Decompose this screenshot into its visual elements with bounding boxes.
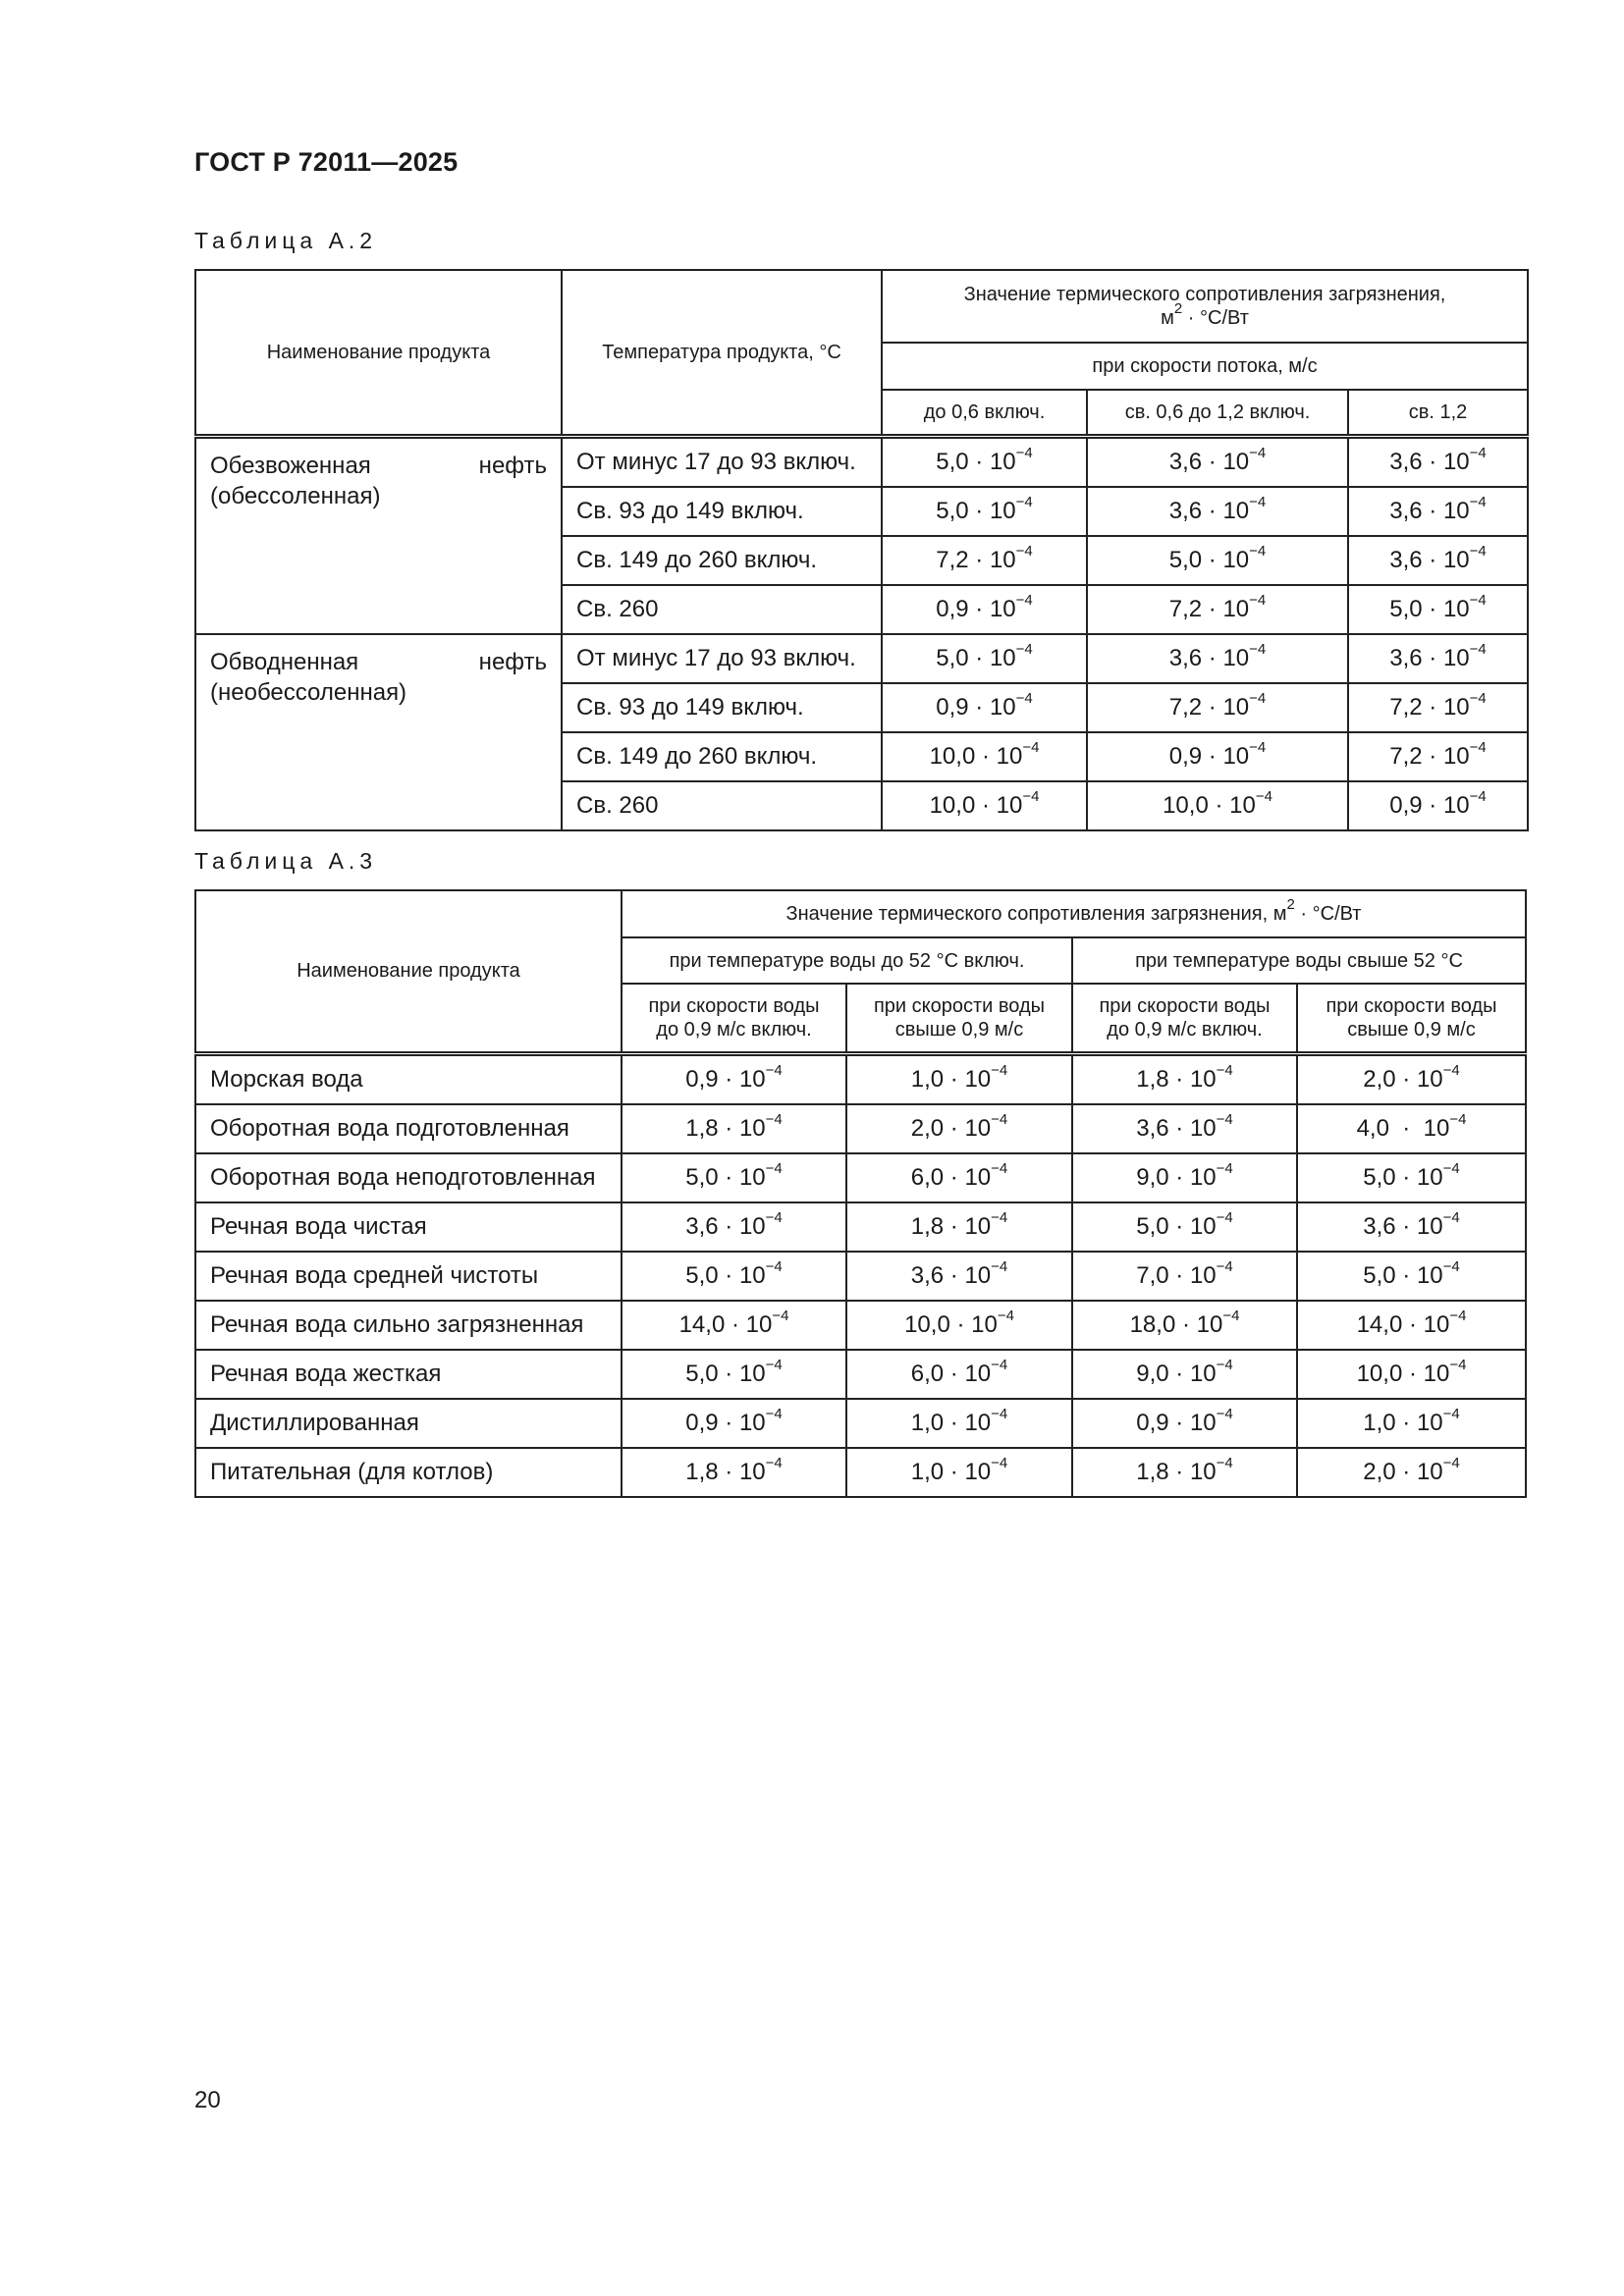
value-cell: $3,6 \cdot 10^{-4}$ xyxy=(1348,634,1528,683)
value-cell: $6,0 \cdot 10^{-4}$ xyxy=(846,1350,1072,1399)
value-cell: $3,6 \cdot 10^{-4}$ xyxy=(846,1252,1072,1301)
temperature-cell: Св. 93 до 149 включ. xyxy=(562,683,882,732)
value-cell: $7,2 \cdot 10^{-4}$ xyxy=(1348,732,1528,781)
table-a3-head-temp-low: при температуре воды до 52 °С включ. xyxy=(622,937,1072,984)
product-cell: Обезвоженная нефть (обессоленная) xyxy=(195,436,562,634)
value-cell: $5,0 \cdot 10^{-4}$ xyxy=(622,1252,846,1301)
value-cell: $3,6 \cdot 10^{-4}$ xyxy=(1087,634,1348,683)
value-cell: $3,6 \cdot 10^{-4}$ xyxy=(1297,1202,1526,1252)
water-type-cell: Оборотная вода подготовленная xyxy=(195,1104,622,1153)
value-cell: $1,8 \cdot 10^{-4}$ xyxy=(622,1448,846,1497)
water-type-cell: Питательная (для котлов) xyxy=(195,1448,622,1497)
value-cell: $1,0 \cdot 10^{-4}$ xyxy=(1297,1399,1526,1448)
table-row xyxy=(195,1448,1526,1497)
table-a2-head-col-3: св. 1,2 xyxy=(1348,390,1528,436)
value-cell: $7,2 \cdot 10^{-4}$ xyxy=(1087,683,1348,732)
table-row xyxy=(195,1350,1526,1399)
water-type-cell: Оборотная вода неподготовленная xyxy=(195,1153,622,1202)
table-a3-caption: Таблица А.3 xyxy=(194,848,378,874)
value-cell: $2,0 \cdot 10^{-4}$ xyxy=(846,1104,1072,1153)
temperature-cell: Св. 93 до 149 включ. xyxy=(562,487,882,536)
table-a2-head-product: Наименование продукта xyxy=(195,270,562,436)
water-type-cell: Речная вода чистая xyxy=(195,1202,622,1252)
value-cell: $4,0 \cdot 10^{-4}$ xyxy=(1297,1104,1526,1153)
value-cell: $10,0 \cdot 10^{-4}$ xyxy=(882,781,1087,830)
temperature-cell: От минус 17 до 93 включ. xyxy=(562,634,882,683)
value-cell: $1,8 \cdot 10^{-4}$ xyxy=(1072,1448,1297,1497)
temperature-cell: Св. 260 xyxy=(562,585,882,634)
value-cell: $5,0 \cdot 10^{-4}$ xyxy=(1348,585,1528,634)
table-a3-head-value: Значение термического сопротивления загрязнения, $м^2 \cdot ^\circ С/Вт$ xyxy=(622,890,1526,937)
table-row xyxy=(195,1399,1526,1448)
page-number: 20 xyxy=(194,2087,221,2113)
table-a3-head-product: Наименование продукта xyxy=(195,890,622,1053)
value-cell: $9,0 \cdot 10^{-4}$ xyxy=(1072,1350,1297,1399)
value-cell: $0,9 \cdot 10^{-4}$ xyxy=(882,585,1087,634)
water-type-cell: Речная вода жесткая xyxy=(195,1350,622,1399)
table-a3-head-temp-high: при температуре воды свыше 52 °С xyxy=(1072,937,1526,984)
value-cell: $0,9 \cdot 10^{-4}$ xyxy=(1087,732,1348,781)
value-cell: $5,0 \cdot 10^{-4}$ xyxy=(1087,536,1348,585)
value-cell: $1,8 \cdot 10^{-4}$ xyxy=(622,1104,846,1153)
document-header: ГОСТ Р 72011—2025 xyxy=(194,147,459,177)
table-row xyxy=(195,1104,1526,1153)
value-cell: $3,6 \cdot 10^{-4}$ xyxy=(1072,1104,1297,1153)
value-cell: $2,0 \cdot 10^{-4}$ xyxy=(1297,1448,1526,1497)
table-a2 xyxy=(194,269,1529,831)
value-cell: $7,2 \cdot 10^{-4}$ xyxy=(882,536,1087,585)
value-cell: $5,0 \cdot 10^{-4}$ xyxy=(622,1350,846,1399)
value-cell: $10,0 \cdot 10^{-4}$ xyxy=(846,1301,1072,1350)
value-cell: $5,0 \cdot 10^{-4}$ xyxy=(1297,1153,1526,1202)
value-cell: $10,0 \cdot 10^{-4}$ xyxy=(1087,781,1348,830)
value-cell: $9,0 \cdot 10^{-4}$ xyxy=(1072,1153,1297,1202)
table-a2-caption: Таблица А.2 xyxy=(194,228,378,253)
table-row xyxy=(195,634,1528,683)
water-type-cell: Морская вода xyxy=(195,1053,622,1104)
value-cell: $3,6 \cdot 10^{-4}$ xyxy=(622,1202,846,1252)
temperature-cell: Св. 149 до 260 включ. xyxy=(562,536,882,585)
table-a2-head-col-2: св. 0,6 до 1,2 включ. xyxy=(1087,390,1348,436)
value-cell: $6,0 \cdot 10^{-4}$ xyxy=(846,1153,1072,1202)
table-row xyxy=(195,1153,1526,1202)
table-a2-head-value: Значение термического сопротивления загрязнения, $м^2 \cdot ^\circ С/Вт$ xyxy=(882,270,1528,343)
water-type-cell: Речная вода средней чистоты xyxy=(195,1252,622,1301)
value-cell: $0,9 \cdot 10^{-4}$ xyxy=(1072,1399,1297,1448)
product-cell: Обводненная нефть (необессоленная) xyxy=(195,634,562,830)
value-cell: $0,9 \cdot 10^{-4}$ xyxy=(622,1053,846,1104)
table-a2-head-temperature: Температура продукта, °С xyxy=(562,270,882,436)
value-cell: $5,0 \cdot 10^{-4}$ xyxy=(1072,1202,1297,1252)
value-cell: $1,8 \cdot 10^{-4}$ xyxy=(1072,1053,1297,1104)
value-cell: $1,8 \cdot 10^{-4}$ xyxy=(846,1202,1072,1252)
table-a3-head-speed-low: при скорости воды до 0,9 м/с включ. xyxy=(622,984,846,1053)
table-row xyxy=(195,1252,1526,1301)
temperature-cell: Св. 260 xyxy=(562,781,882,830)
table-row xyxy=(195,1202,1526,1252)
value-cell: $3,6 \cdot 10^{-4}$ xyxy=(1348,487,1528,536)
value-cell: $0,9 \cdot 10^{-4}$ xyxy=(622,1399,846,1448)
value-cell: $5,0 \cdot 10^{-4}$ xyxy=(1297,1252,1526,1301)
table-a3 xyxy=(194,889,1527,1498)
value-cell: $1,0 \cdot 10^{-4}$ xyxy=(846,1399,1072,1448)
water-type-cell: Речная вода сильно загрязненная xyxy=(195,1301,622,1350)
value-cell: $0,9 \cdot 10^{-4}$ xyxy=(1348,781,1528,830)
value-cell: $7,0 \cdot 10^{-4}$ xyxy=(1072,1252,1297,1301)
value-cell: $5,0 \cdot 10^{-4}$ xyxy=(882,436,1087,487)
temperature-cell: От минус 17 до 93 включ. xyxy=(562,436,882,487)
value-cell: $14,0 \cdot 10^{-4}$ xyxy=(1297,1301,1526,1350)
table-a2-head-flow: при скорости потока, м/с xyxy=(882,343,1528,390)
value-cell: $2,0 \cdot 10^{-4}$ xyxy=(1297,1053,1526,1104)
value-cell: $10,0 \cdot 10^{-4}$ xyxy=(1297,1350,1526,1399)
value-cell: $14,0 \cdot 10^{-4}$ xyxy=(622,1301,846,1350)
value-cell: $5,0 \cdot 10^{-4}$ xyxy=(882,634,1087,683)
value-cell: $3,6 \cdot 10^{-4}$ xyxy=(1348,436,1528,487)
value-cell: $0,9 \cdot 10^{-4}$ xyxy=(882,683,1087,732)
table-a3-head-speed-high: при скорости воды свыше 0,9 м/с xyxy=(1297,984,1526,1053)
value-cell: $1,0 \cdot 10^{-4}$ xyxy=(846,1053,1072,1104)
table-row xyxy=(195,436,1528,487)
table-row xyxy=(195,1053,1526,1104)
water-type-cell: Дистиллированная xyxy=(195,1399,622,1448)
table-row xyxy=(195,1301,1526,1350)
value-cell: $7,2 \cdot 10^{-4}$ xyxy=(1348,683,1528,732)
table-a3-head-speed-low: при скорости воды до 0,9 м/с включ. xyxy=(1072,984,1297,1053)
value-cell: $7,2 \cdot 10^{-4}$ xyxy=(1087,585,1348,634)
temperature-cell: Св. 149 до 260 включ. xyxy=(562,732,882,781)
value-cell: $5,0 \cdot 10^{-4}$ xyxy=(882,487,1087,536)
value-cell: $5,0 \cdot 10^{-4}$ xyxy=(622,1153,846,1202)
value-cell: $10,0 \cdot 10^{-4}$ xyxy=(882,732,1087,781)
value-cell: $3,6 \cdot 10^{-4}$ xyxy=(1087,436,1348,487)
value-cell: $18,0 \cdot 10^{-4}$ xyxy=(1072,1301,1297,1350)
table-a2-head-col-1: до 0,6 включ. xyxy=(882,390,1087,436)
value-cell: $1,0 \cdot 10^{-4}$ xyxy=(846,1448,1072,1497)
value-cell: $3,6 \cdot 10^{-4}$ xyxy=(1348,536,1528,585)
table-a3-head-speed-high: при скорости воды свыше 0,9 м/с xyxy=(846,984,1072,1053)
value-cell: $3,6 \cdot 10^{-4}$ xyxy=(1087,487,1348,536)
